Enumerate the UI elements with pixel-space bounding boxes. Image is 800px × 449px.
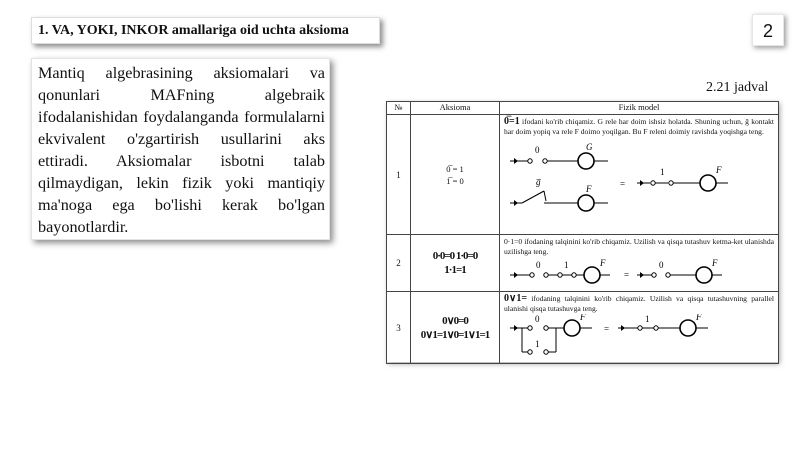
desc-lead: 0∨1=	[504, 293, 528, 304]
body-text: Mantiq algebrasining aksiomalari va qonunlari MAFning algebraik ifodalanishidan foydalanganda formulalarni ekvivalent o'zgartirish usullarini aks ettiradi. Aksiomalar isbotni talab qilmaydigan, lekin fizik yoki mantiqiy ma'noga ega bo'lishi kerak bo'lgan bayonotlardir.	[38, 64, 325, 236]
axiom-cell	[411, 115, 500, 235]
equals-sign: =	[624, 270, 630, 280]
relay-label: F	[716, 165, 722, 175]
relay-f-icon	[696, 267, 712, 283]
model-cell	[500, 115, 779, 235]
axiom-line: 0∨0=0	[442, 314, 468, 327]
table-header-row	[387, 102, 779, 115]
relay-label: F	[600, 258, 606, 268]
contact-label: 0	[536, 260, 541, 270]
desc-lead: 0̅=1	[504, 116, 520, 127]
relay-label: F	[586, 184, 592, 194]
axiom-line: 0·0=0 1·0=0	[432, 250, 478, 262]
axiom-cell	[411, 235, 500, 292]
contact-label: 1	[535, 339, 540, 349]
header-model: Fizik model	[500, 102, 779, 115]
relay-f-icon	[700, 175, 716, 191]
relay-label: G	[586, 142, 593, 152]
contact-label: 1	[564, 260, 569, 270]
parallel-circuit-diagram	[500, 314, 777, 358]
model-description	[504, 117, 774, 137]
equals-sign: =	[604, 324, 610, 334]
axiom-line: 0∨1=1∨0=1∨1=1	[420, 328, 490, 341]
axiom-line: 1̅ = 0	[446, 175, 464, 186]
table-row	[387, 115, 779, 235]
row-number: 1	[387, 115, 411, 235]
slide-title-box	[31, 17, 380, 44]
desc-text: ifodaning talqinini ko'rib chiqamiz. Uzilish va qisqa tutashuvning parallel ulanishi qisqa tutashuvga teng.	[504, 294, 774, 313]
equals-sign: =	[620, 179, 626, 189]
model-description: 0·1=0 ifodaning talqinini ko'rib chiqamiz. Uzilish va qisqa tutashuv ketma-ket ulanishda uzilishga teng.	[504, 237, 774, 256]
row-number: 2	[387, 235, 411, 292]
page-number: 2	[752, 14, 784, 46]
header-number: №	[387, 102, 411, 115]
relay-f-icon	[680, 320, 696, 336]
contact-label: 1	[645, 314, 650, 324]
contact-label: 0	[659, 260, 664, 270]
row-number: 3	[387, 292, 411, 364]
series-circuit-diagram	[500, 257, 777, 285]
relay-label: F	[712, 258, 718, 268]
model-cell	[500, 292, 779, 364]
model-description	[504, 294, 774, 314]
contact-label: g̅	[536, 177, 541, 187]
contact-label: 0	[535, 314, 540, 324]
body-text-box	[31, 58, 330, 240]
axiom-line: 0̅ = 1	[446, 163, 464, 174]
relay-f-icon	[578, 195, 594, 211]
axiom-cell	[411, 292, 500, 364]
relay-circuit-diagram	[500, 137, 777, 217]
slide-title: 1. VA, YOKI, INKOR amallariga oid uchta aksioma	[38, 23, 349, 38]
contact-label: 1	[660, 167, 665, 177]
axiom-line: 1·1=1	[444, 264, 466, 276]
table-caption: 2.21 jadval	[706, 80, 769, 95]
desc-text: ifodani ko'rib chiqamiz. G rele har doim ishsiz holatda. Shuning uchun, ḡ kontakt har doim yopiq va rele F doimo yoqilgan. Bu F releni doimiy ravishda yoqishga teng.	[504, 117, 774, 136]
relay-label: F	[580, 314, 586, 322]
table-row	[387, 235, 779, 292]
contact-label: 0	[535, 145, 540, 155]
relay-label: F	[696, 314, 702, 322]
axiom-table	[386, 101, 778, 362]
relay-f-icon	[564, 320, 580, 336]
table-row	[387, 292, 779, 364]
relay-f-icon	[584, 267, 600, 283]
header-axiom: Aksioma	[411, 102, 500, 115]
model-cell	[500, 235, 779, 292]
relay-g-icon	[578, 153, 594, 169]
